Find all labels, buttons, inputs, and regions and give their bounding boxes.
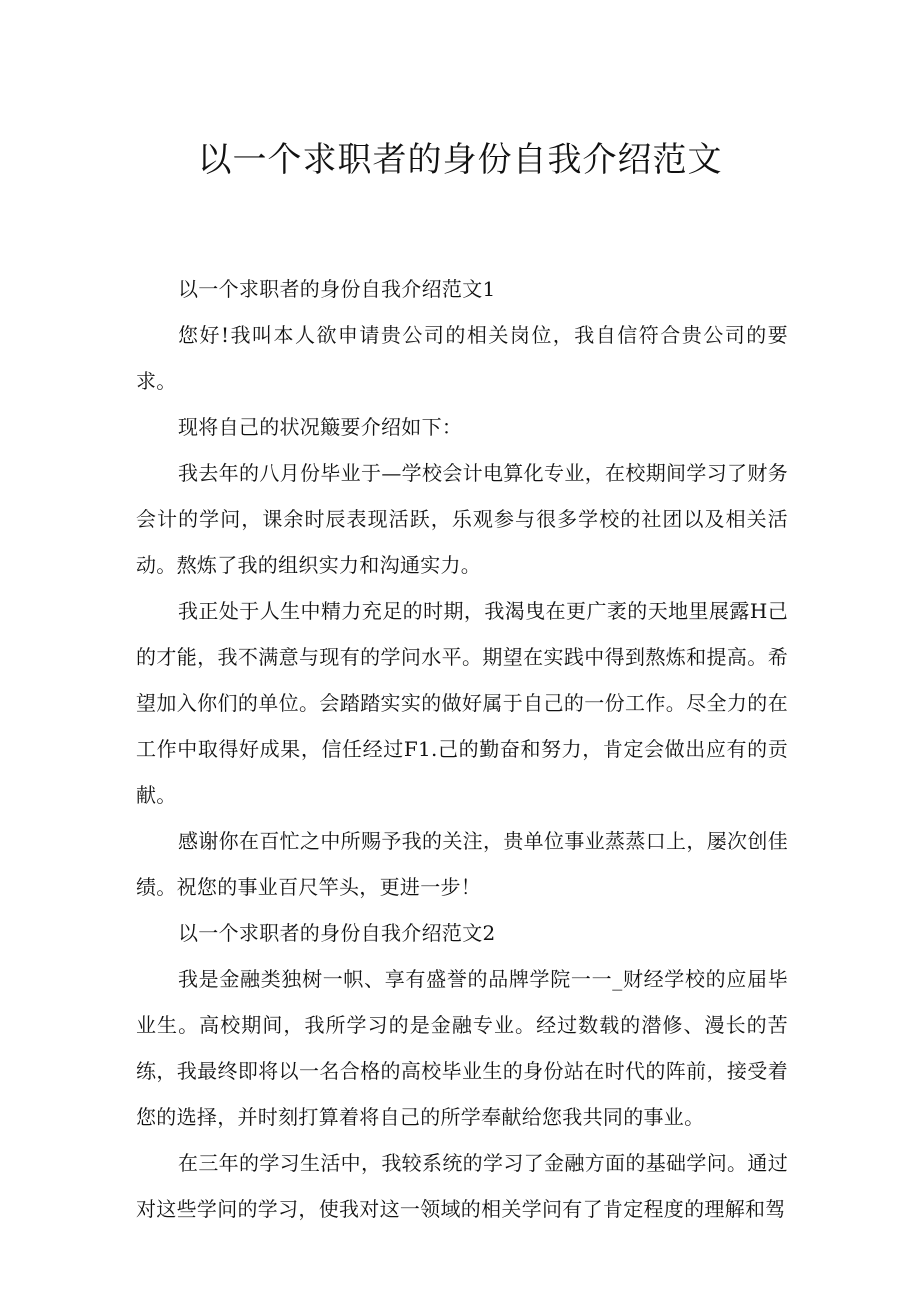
- paragraph-ambition: 我正处于人生中精力充足的时期，我渴曳在更广袤的天地里展露H己的才能，我不满意与现有的学问水平。期望在实践中得到熬炼和提高。希望加入你们的单位。会踏踏实实的做好属于自己的一份工作。尽全力的在工作中取得好成果，信任经过F1.己的勤奋和努力，肯定会做出应有的贡献。: [136, 599, 788, 807]
- paragraph-intro: 现将自己的状况簸要介绍如下：: [178, 415, 463, 439]
- document-body: [136, 266, 788, 1232]
- paragraph-greeting: 您好!我叫本人欲申请贵公司的相关岗位，我自信符合贵公司的要求。: [136, 323, 788, 393]
- paragraph-thanks: 感谢你在百忙之中所赐予我的关注，贵单位事业蒸蒸口上，屡次创佳绩。祝您的事业百尺竿头，更进一步！: [136, 829, 788, 899]
- section-heading-2: 以一个求职者的身份自我介绍范文2: [178, 921, 496, 945]
- document-title: 以一个求职者的身份自我介绍范文: [197, 140, 723, 180]
- paragraph-graduate: 我是金融类独树一帜、享有盛誉的品牌学院一一_财经学校的应届毕业生。高校期间，我所学习的是金融专业。经过数载的潜修、漫长的苦练，我最终即将以一名合格的高校毕业生的身份站在时代的阵前，接受着您的选择，并时刻打算着将自己的所学奉献给您我共同的事业。: [136, 967, 788, 1129]
- section-heading-1: 以一个求职者的身份自我介绍范文1: [178, 277, 496, 301]
- paragraph-study: 在三年的学习生活中，我较系统的学习了金融方面的基础学问。通过对这些学问的学习，使我对这一领域的相关学问有了肯定程度的理解和驾: [136, 1151, 788, 1221]
- paragraph-education: 我去年的八月份毕业于—学校会计电算化专业，在校期间学习了财务会计的学问，课余时辰表现活跃，乐观参与很多学校的社团以及相关活动。熬炼了我的组织实力和沟通实力。: [136, 461, 788, 577]
